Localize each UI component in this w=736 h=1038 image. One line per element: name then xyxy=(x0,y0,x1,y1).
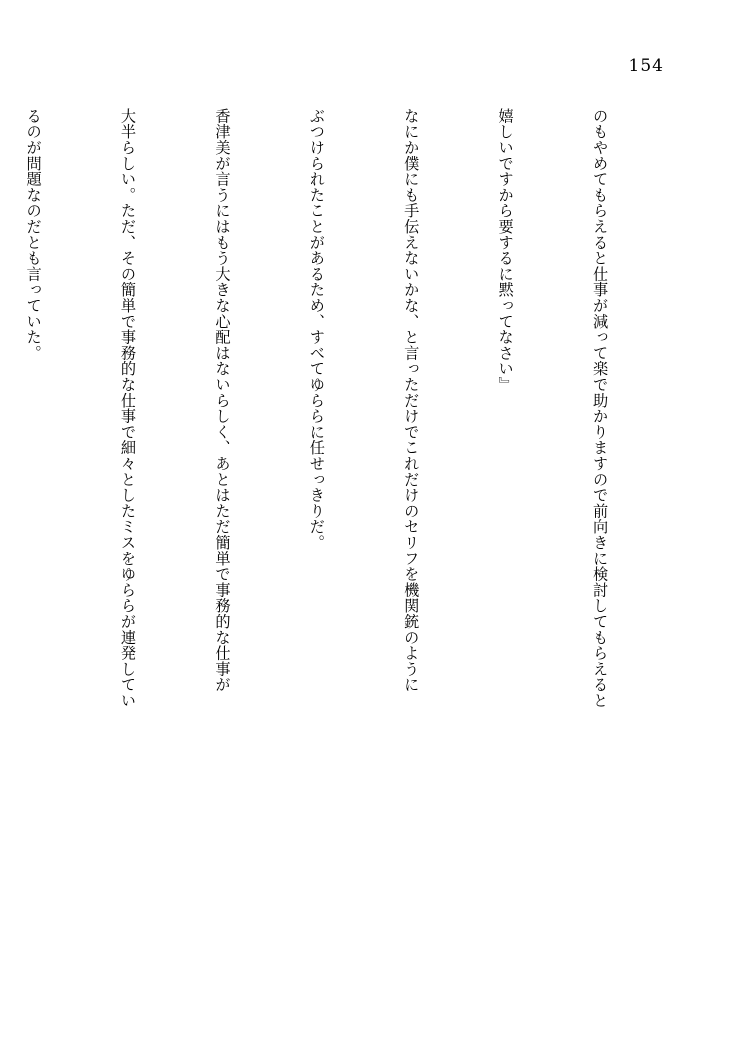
paragraph: 大半らしい。ただ、その簡単で事務的な仕事で細々としたミスをゆららが連発してい xyxy=(119,108,138,709)
paragraph: 嬉しいですから要するに黙ってなさい』 xyxy=(496,108,515,393)
paragraph: のもやめてもらえると仕事が減って楽で助かりますので前向きに検討してもらえると xyxy=(591,108,610,709)
paragraph: なにか僕にも手伝えないかな、と言っただけでこれだけのセリフを機関銃のように xyxy=(402,108,421,693)
page-number: 154 xyxy=(628,56,664,76)
paragraph: ぶつけられたことがあるため、すべてゆららに任せっきりだ。 xyxy=(307,108,326,551)
paragraph: 香津美が言うにはもう大きな心配はないらしく、あとはただ簡単で事務的な仕事が xyxy=(213,108,232,693)
page-body-text xyxy=(24,108,678,998)
paragraph: るのが問題なのだとも言っていた。 xyxy=(24,108,43,361)
